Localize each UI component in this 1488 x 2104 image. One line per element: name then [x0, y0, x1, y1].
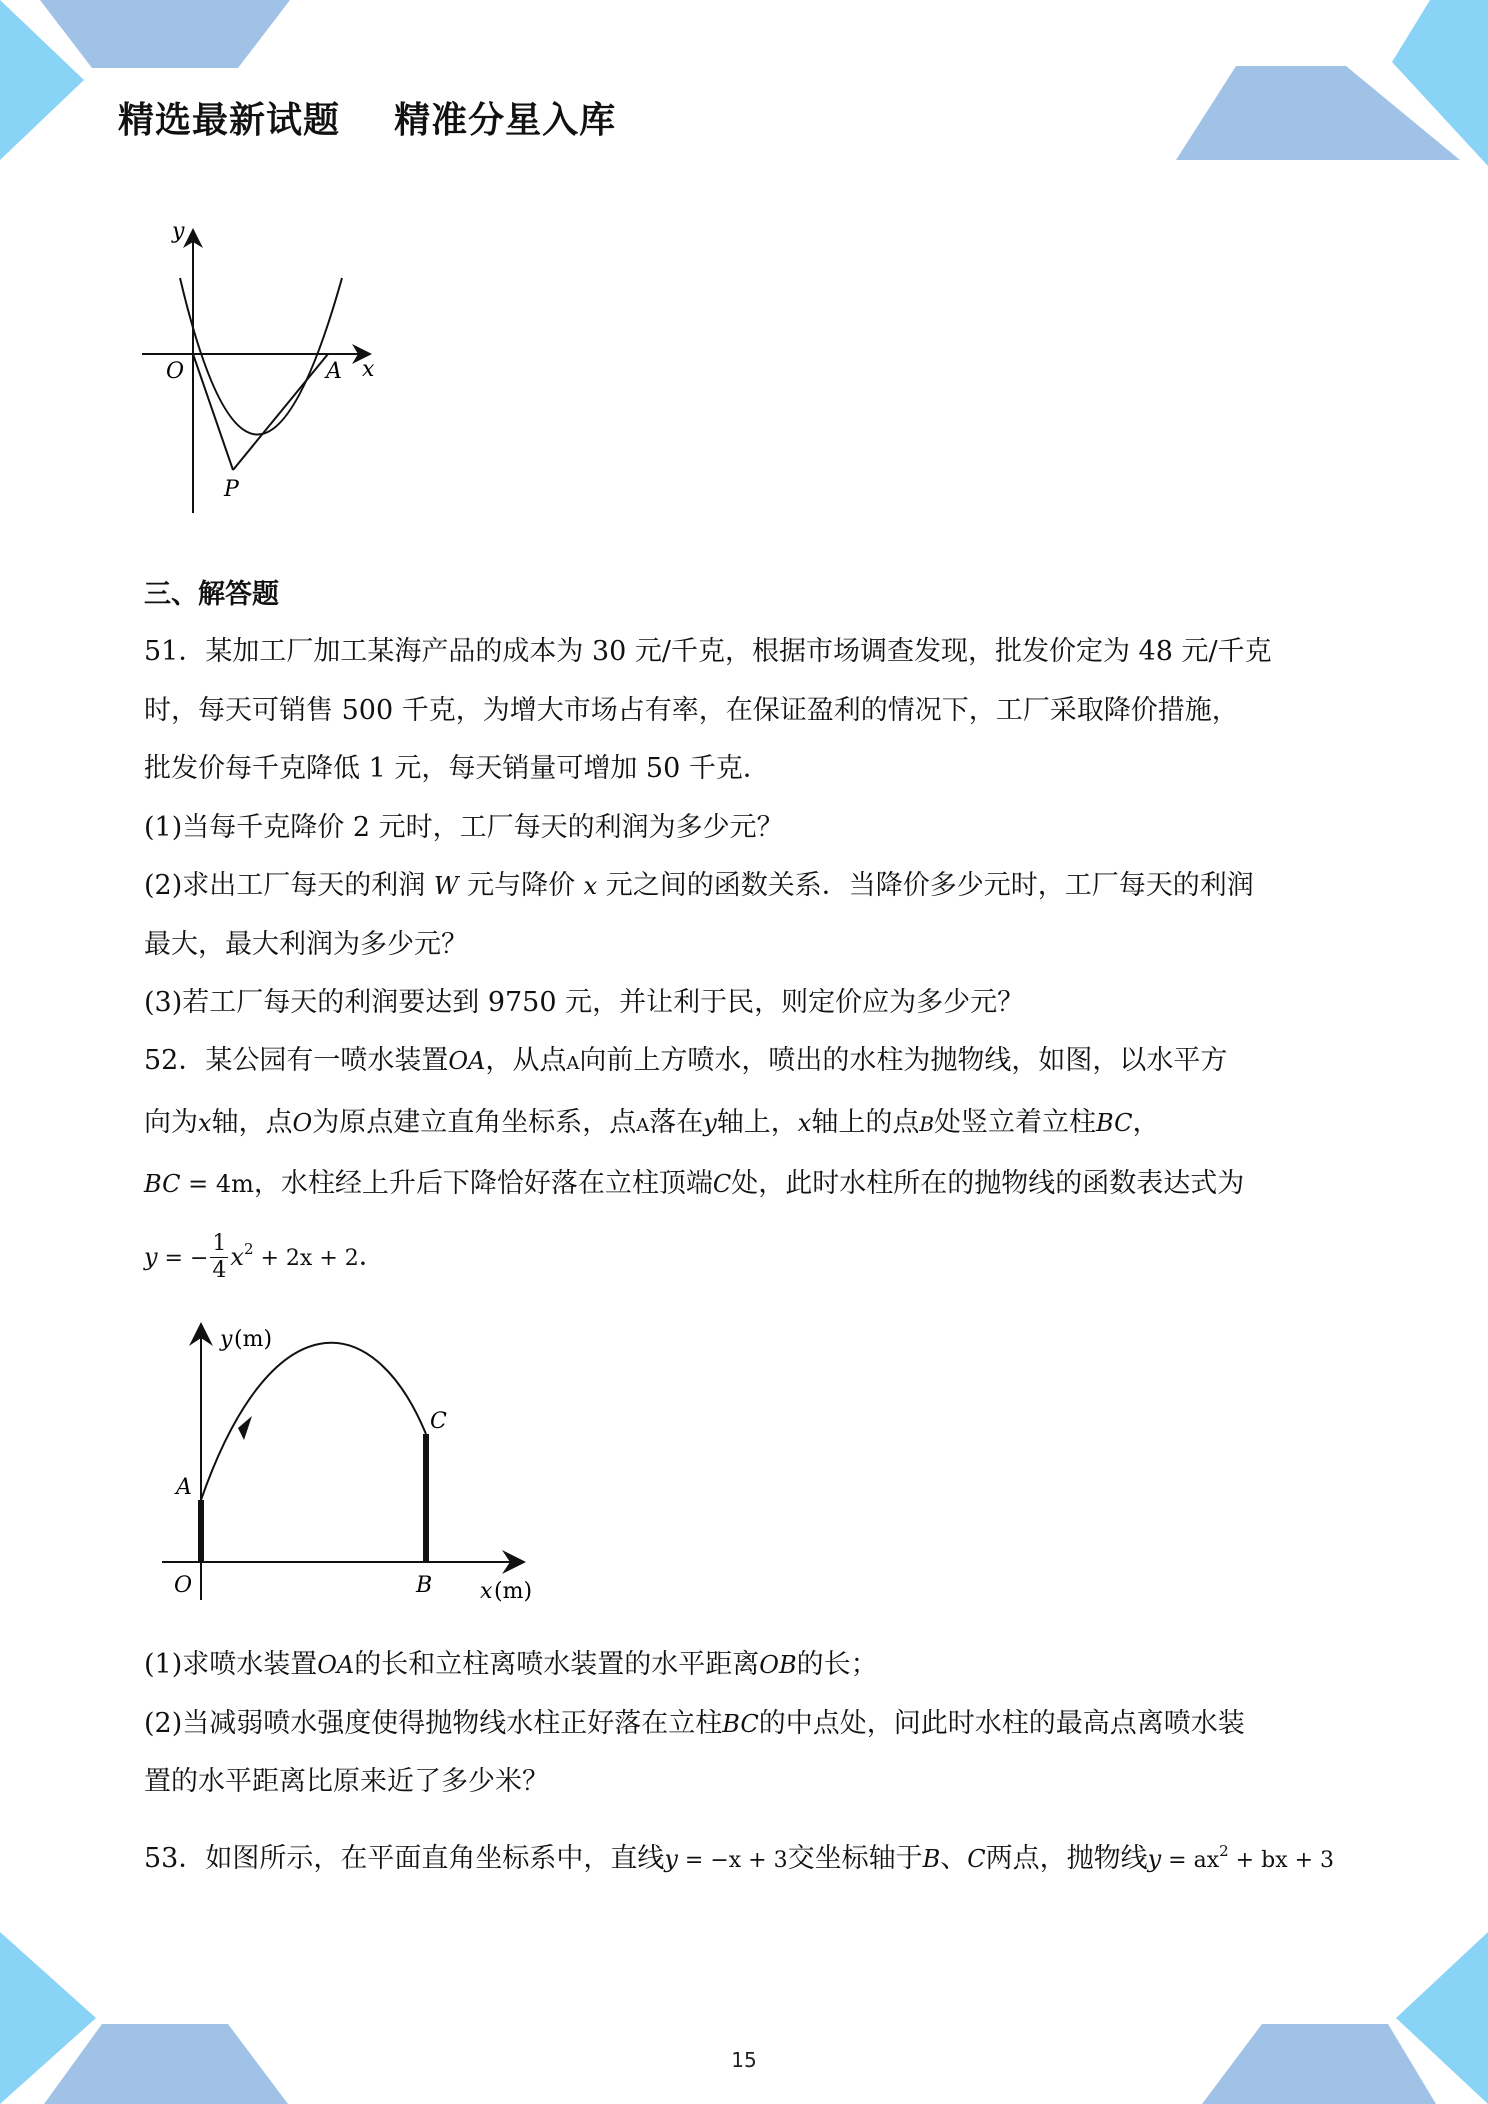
question-51: [144, 623, 1350, 1033]
fraction-one-quarter: $\frac{1}{4}$: [212, 1230, 227, 1283]
page-number: 15: [731, 2048, 757, 2072]
label-o: O: [174, 1573, 193, 1598]
section-heading: 三、解答题: [144, 579, 279, 610]
q51-sub2-line2: 最大，最大利润为多少元？: [144, 928, 468, 960]
question-52: [144, 1032, 1350, 1294]
q51-line2: 时，每天可销售 500 千克，为增大市场占有率，在保证盈利的情况下，工厂采取降价措施，: [144, 694, 1239, 726]
label-c: C: [430, 1409, 447, 1434]
q53-line1: 53．如图所示，在平面直角坐标系中，直线y = −x + 3交坐标轴于B、C两点，抛物线$y = ax^2$ + bx + 3: [144, 1842, 1335, 1874]
q51-sub1: (1)当每千克降价 2 元时，工厂每天的利润为多少元？: [144, 811, 784, 843]
label-y: y: [172, 220, 185, 244]
label-x: x: [362, 357, 375, 382]
q51-line3: 批发价每千克降低 1 元，每天销量可增加 50 千克．: [144, 753, 770, 784]
water-arrow: [238, 1416, 252, 1440]
q52-line3: BC = 4m，水柱经上升后下降恰好落在立柱顶端C处，此时水柱所在的抛物线的函数表达式为: [144, 1168, 1245, 1199]
segment-pa: [233, 354, 328, 470]
question-53: [144, 1822, 1350, 1891]
unit-y: (m): [234, 1327, 273, 1352]
label-p: P: [224, 477, 239, 502]
label-x: x: [480, 1579, 493, 1604]
top-left-trapezoid: [40, 0, 290, 68]
q51-sub2: (2)求出工厂每天的利润 W 元与降价 x 元之间的函数关系．当降价多少元时，工厂每天的利润: [144, 870, 1254, 901]
q52-sub2-line2: 置的水平距离比原来近了多少米？: [144, 1766, 549, 1797]
q52-line2: 向为x轴，点O为原点建立直角坐标系，点A落在y轴上，x轴上的点B处竖立着立柱BC，: [144, 1106, 1160, 1138]
q51-sub3: (3)若工厂每天的利润要达到 9750 元，并让利于民，则定价应为多少元？: [144, 987, 1025, 1018]
q52-formula: y = − $\frac{1}{4}$ $x^2 + 2x + 2$．: [144, 1230, 386, 1283]
parabola-curve: [180, 278, 342, 435]
unit-x: (m): [494, 1579, 533, 1604]
var-w: W: [433, 872, 459, 900]
q52-sub2: (2)当减弱喷水强度使得抛物线水柱正好落在立柱BC的中点处，问此时水柱的最高点离喷水装: [144, 1707, 1245, 1739]
label-y: y: [220, 1327, 233, 1352]
q52-sub1: (1)求喷水装置OA的长和立柱离喷水装置的水平距离OB的长；: [144, 1649, 878, 1680]
label-a: A: [176, 1475, 192, 1500]
q51-line1: 51．某加工厂加工某海产品的成本为 30 元/千克，根据市场调查发现，批发价定为 48 元/千克: [144, 636, 1272, 667]
header-title: 精选最新试题 精准分星入库: [118, 100, 617, 141]
label-o: O: [166, 359, 185, 384]
var-x: x: [583, 872, 598, 900]
label-b: B: [416, 1573, 433, 1598]
figure-parabola-opa: [130, 220, 390, 520]
figure-fountain: [160, 1310, 560, 1620]
water-arc: [201, 1343, 426, 1500]
question-52-subs: [144, 1636, 1350, 1812]
label-a: A: [326, 359, 342, 384]
q52-line1: 52．某公园有一喷水装置OA，从点A向前上方喷水，喷出的水柱为抛物线，如图，以水平方: [144, 1045, 1228, 1076]
